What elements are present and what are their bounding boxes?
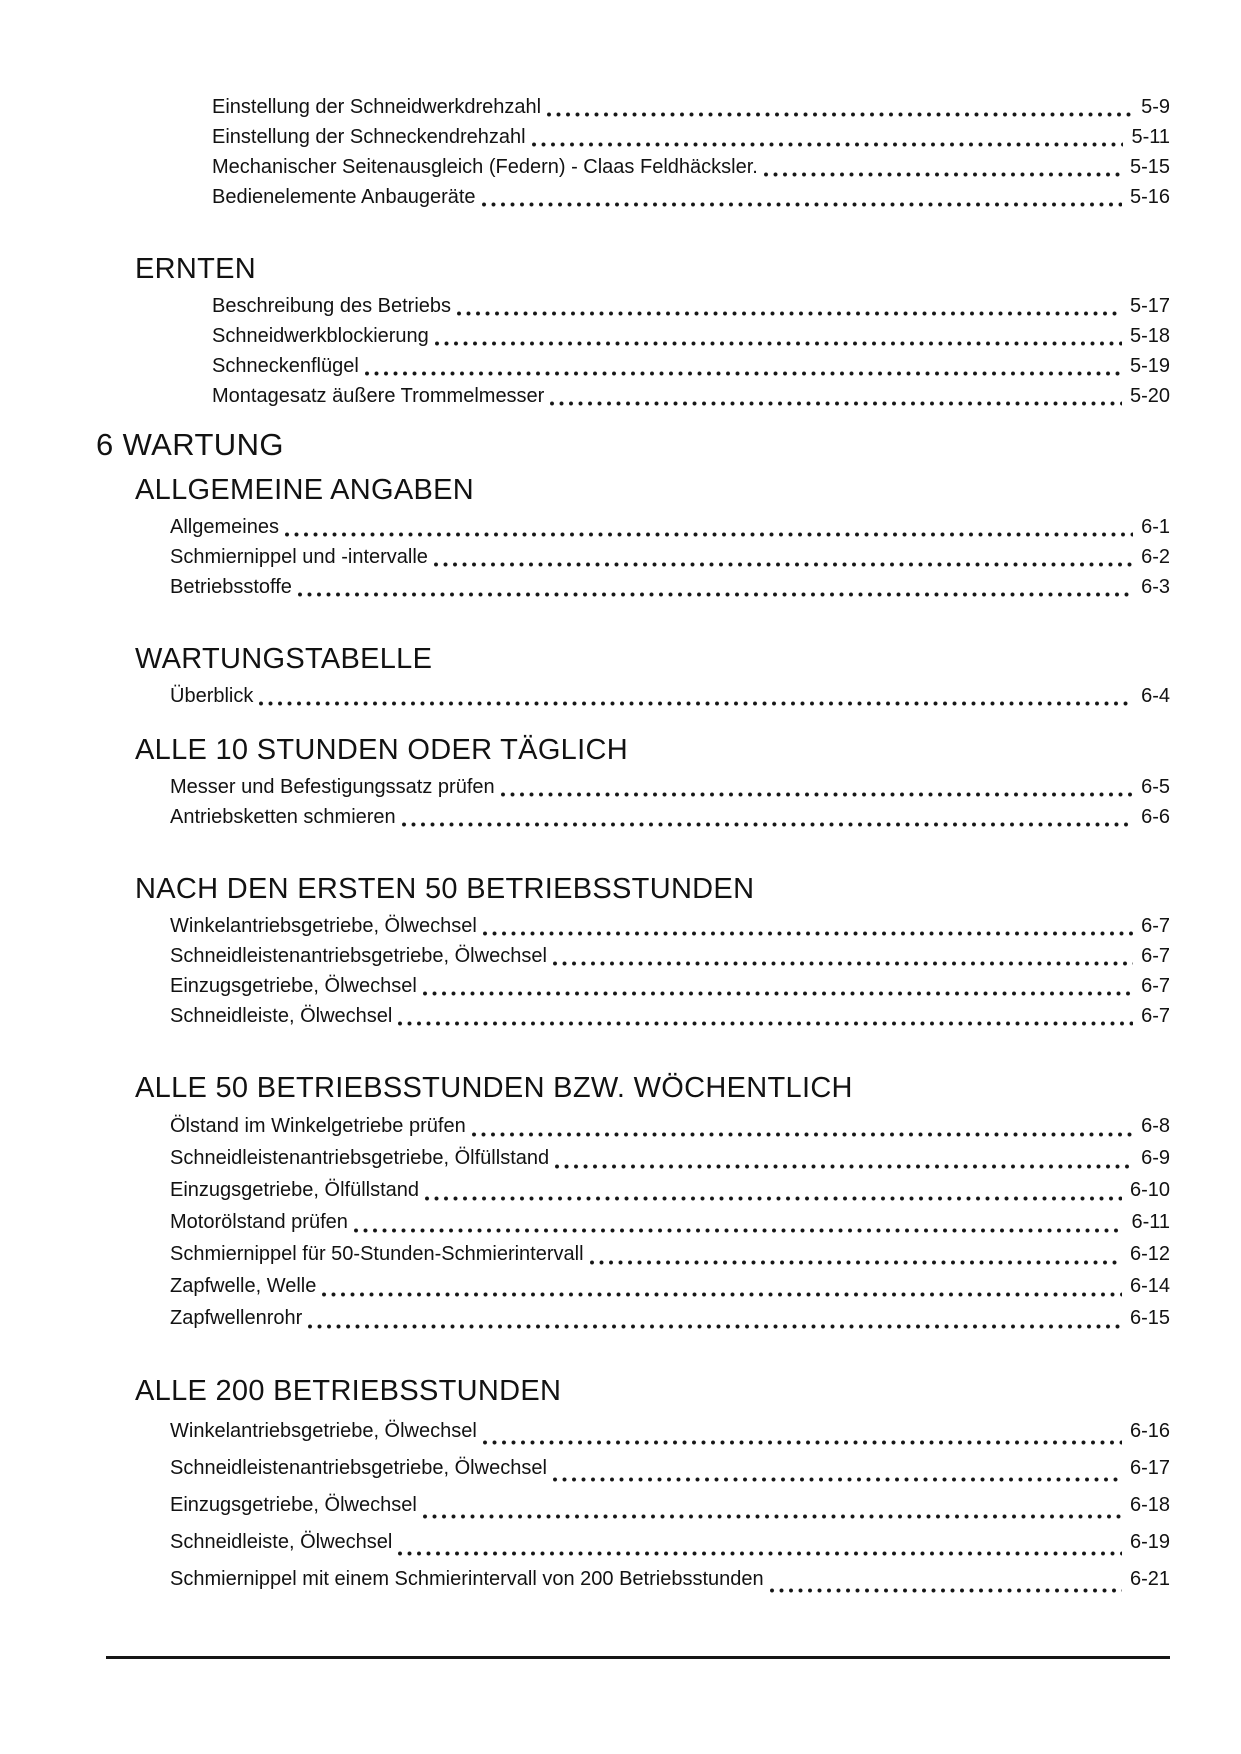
toc-entry-page-number: 6-7 <box>1141 945 1170 967</box>
toc-entry-row <box>212 291 1170 321</box>
toc-section-heading: ERNTEN <box>135 253 257 285</box>
toc-entry-label: Schneckenflügel <box>212 355 359 377</box>
toc-entry-page-number: 5-9 <box>1141 96 1170 118</box>
toc-entry-label: Antriebsketten schmieren <box>170 806 396 828</box>
toc-block <box>96 642 1170 711</box>
toc-entry-label: Schmiernippel für 50-Stunden-Schmierintervall <box>170 1243 584 1265</box>
toc-leader-dots <box>547 112 1133 117</box>
toc-entry-label: Schmiernippel und -intervalle <box>170 546 428 568</box>
toc-entry-label: Einzugsgetriebe, Ölwechsel <box>170 975 417 997</box>
toc-entry-row <box>170 772 1170 802</box>
toc-entry-label: Einzugsgetriebe, Ölfüllstand <box>170 1179 420 1201</box>
toc-entry-page-number: 6-21 <box>1129 1568 1170 1590</box>
toc-entry-page-number: 6-16 <box>1129 1420 1170 1442</box>
toc-block <box>96 872 1170 1031</box>
toc-entry-label: Motorölstand prüfen <box>170 1211 348 1233</box>
toc-leader-dots <box>423 991 1133 996</box>
toc-entry-page-number: 6-9 <box>1141 1147 1170 1169</box>
toc-entry-label: Schmiernippel mit einem Schmierintervall von 200 Betriebsstunden <box>170 1568 764 1590</box>
toc-entry-page-number: 6-8 <box>1141 1115 1170 1137</box>
toc-entry-page-number: 6-17 <box>1129 1457 1170 1479</box>
toc-entry-row <box>212 92 1170 122</box>
toc-entry-label: Einstellung der Schneidwerkdrehzahl <box>212 96 542 118</box>
toc-entry-page-number: 5-20 <box>1129 385 1170 407</box>
toc-leader-dots <box>398 1021 1133 1026</box>
toc-leader-dots <box>398 1551 1122 1556</box>
toc-leader-dots <box>472 1132 1133 1137</box>
toc-entry-page-number: 5-18 <box>1129 325 1170 347</box>
toc-section-heading: NACH DEN ERSTEN 50 BETRIEBSSTUNDEN <box>135 873 755 905</box>
toc-entry-page-number: 5-11 <box>1131 126 1170 148</box>
toc-entry-page-number: 6-7 <box>1141 915 1170 937</box>
toc-entry-label: Mechanischer Seitenausgleich (Federn) - Claas Feldhäcksler. <box>212 156 758 178</box>
toc-entry-row <box>170 572 1170 602</box>
toc-entry-page-number: 6-7 <box>1141 975 1170 997</box>
toc-leader-dots <box>532 142 1124 147</box>
toc-block <box>96 92 1170 212</box>
toc-leader-dots <box>423 1514 1122 1519</box>
toc-entry-label: Zapfwelle, Welle <box>170 1275 317 1297</box>
toc-entry-page-number: 6-5 <box>1141 776 1170 798</box>
toc-leader-dots <box>425 1196 1122 1201</box>
toc-entry-page-number: 6-4 <box>1141 685 1170 707</box>
toc-section-heading: WARTUNGSTABELLE <box>135 643 433 675</box>
toc-entry-row <box>170 1561 1170 1598</box>
toc-content <box>96 92 1170 1598</box>
toc-entry-page-number: 5-16 <box>1129 186 1170 208</box>
toc-entry-page-number: 6-12 <box>1129 1243 1170 1265</box>
toc-entry-page-number: 5-17 <box>1129 295 1170 317</box>
toc-leader-dots <box>285 532 1133 537</box>
toc-entry-row <box>170 911 1170 941</box>
toc-leader-dots <box>501 792 1133 797</box>
toc-entry-row <box>170 542 1170 572</box>
toc-leader-dots <box>770 1588 1122 1593</box>
toc-leader-dots <box>555 1164 1133 1169</box>
toc-leader-dots <box>590 1260 1122 1265</box>
toc-entry-row <box>170 1524 1170 1561</box>
toc-entry-row <box>170 1487 1170 1524</box>
toc-leader-dots <box>402 822 1133 827</box>
toc-section-heading: ALLE 200 BETRIEBSSTUNDEN <box>135 1375 562 1407</box>
toc-section-heading: ALLGEMEINE ANGABEN <box>135 474 475 506</box>
toc-leader-dots <box>435 341 1122 346</box>
toc-entry-label: Betriebsstoffe <box>170 576 292 598</box>
toc-block <box>96 1071 1170 1334</box>
toc-entry-label: Einstellung der Schneckendrehzahl <box>212 126 526 148</box>
toc-block <box>96 473 1170 602</box>
toc-chapter-heading: 6 WARTUNG <box>96 427 284 462</box>
toc-entry-label: Messer und Befestigungssatz prüfen <box>170 776 495 798</box>
toc-leader-dots <box>457 311 1122 316</box>
toc-entry-label: Schneidleistenantriebsgetriebe, Ölwechsel <box>170 945 547 967</box>
toc-leader-dots <box>553 961 1133 966</box>
toc-entry-page-number: 5-15 <box>1129 156 1170 178</box>
toc-block <box>96 252 1170 411</box>
toc-leader-dots <box>298 592 1133 597</box>
toc-entry-label: Beschreibung des Betriebs <box>212 295 452 317</box>
toc-entry-label: Allgemeines <box>170 516 279 538</box>
toc-entry-page-number: 6-2 <box>1141 546 1170 568</box>
toc-leader-dots <box>764 172 1122 177</box>
toc-leader-dots <box>308 1324 1122 1329</box>
toc-leader-dots <box>259 701 1133 706</box>
toc-entry-page-number: 6-1 <box>1141 516 1170 538</box>
toc-entry-row <box>212 122 1170 152</box>
toc-entry-label: Überblick <box>170 685 254 707</box>
toc-entry-page-number: 5-19 <box>1129 355 1170 377</box>
toc-entry-label: Einzugsgetriebe, Ölwechsel <box>170 1494 417 1516</box>
toc-entry-page-number: 6-6 <box>1141 806 1170 828</box>
toc-leader-dots <box>553 1477 1122 1482</box>
toc-entry-label: Ölstand im Winkelgetriebe prüfen <box>170 1115 466 1137</box>
toc-entry-label: Schneidleistenantriebsgetriebe, Ölfüllstand <box>170 1147 550 1169</box>
toc-entry-page-number: 6-11 <box>1131 1211 1170 1233</box>
toc-entry-row <box>170 1110 1170 1142</box>
toc-leader-dots <box>483 1440 1122 1445</box>
toc-leader-dots <box>365 371 1122 376</box>
toc-entry-page-number: 6-19 <box>1129 1531 1170 1553</box>
toc-entry-row <box>170 1450 1170 1487</box>
toc-entry-row <box>170 1302 1170 1334</box>
toc-block <box>96 733 1170 832</box>
toc-entry-page-number: 6-14 <box>1129 1275 1170 1297</box>
toc-entry-label: Zapfwellenrohr <box>170 1307 303 1329</box>
toc-entry-row <box>212 351 1170 381</box>
toc-entry-row <box>170 802 1170 832</box>
toc-entry-page-number: 6-18 <box>1129 1494 1170 1516</box>
toc-entry-page-number: 6-10 <box>1129 1179 1170 1201</box>
toc-entry-label: Schneidleiste, Ölwechsel <box>170 1531 393 1553</box>
toc-entry-label: Montagesatz äußere Trommelmesser <box>212 385 545 407</box>
toc-entry-label: Schneidwerkblockierung <box>212 325 429 347</box>
toc-block <box>96 427 1170 463</box>
toc-entry-row <box>170 1001 1170 1031</box>
toc-entry-row <box>170 1238 1170 1270</box>
toc-leader-dots <box>483 931 1133 936</box>
toc-leader-dots <box>550 401 1122 406</box>
toc-leader-dots <box>434 562 1133 567</box>
toc-entry-label: Winkelantriebsgetriebe, Ölwechsel <box>170 1420 477 1442</box>
toc-entry-label: Schneidleistenantriebsgetriebe, Ölwechsel <box>170 1457 547 1479</box>
toc-entry-row <box>170 1206 1170 1238</box>
toc-entry-row <box>212 381 1170 411</box>
toc-entry-row <box>170 1270 1170 1302</box>
toc-entry-label: Schneidleiste, Ölwechsel <box>170 1005 393 1027</box>
toc-entry-row <box>170 941 1170 971</box>
toc-entry-row <box>170 971 1170 1001</box>
toc-entry-page-number: 6-3 <box>1141 576 1170 598</box>
toc-entry-row <box>170 1142 1170 1174</box>
toc-leader-dots <box>354 1228 1124 1233</box>
toc-entry-row <box>170 512 1170 542</box>
toc-section-heading: ALLE 50 BETRIEBSSTUNDEN BZW. WÖCHENTLICH <box>135 1072 853 1104</box>
toc-entry-row <box>212 182 1170 212</box>
toc-entry-row <box>170 681 1170 711</box>
toc-entry-label: Bedienelemente Anbaugeräte <box>212 186 476 208</box>
toc-entry-row <box>170 1413 1170 1450</box>
toc-entry-label: Winkelantriebsgetriebe, Ölwechsel <box>170 915 477 937</box>
toc-entry-row <box>170 1174 1170 1206</box>
toc-leader-dots <box>482 202 1122 207</box>
toc-entry-row <box>212 321 1170 351</box>
toc-leader-dots <box>322 1292 1122 1297</box>
toc-block <box>96 1374 1170 1598</box>
toc-entry-page-number: 6-15 <box>1129 1307 1170 1329</box>
footer-rule <box>106 1656 1170 1659</box>
toc-section-heading: ALLE 10 STUNDEN ODER TÄGLICH <box>135 734 628 766</box>
toc-entry-page-number: 6-7 <box>1141 1005 1170 1027</box>
toc-entry-row <box>212 152 1170 182</box>
